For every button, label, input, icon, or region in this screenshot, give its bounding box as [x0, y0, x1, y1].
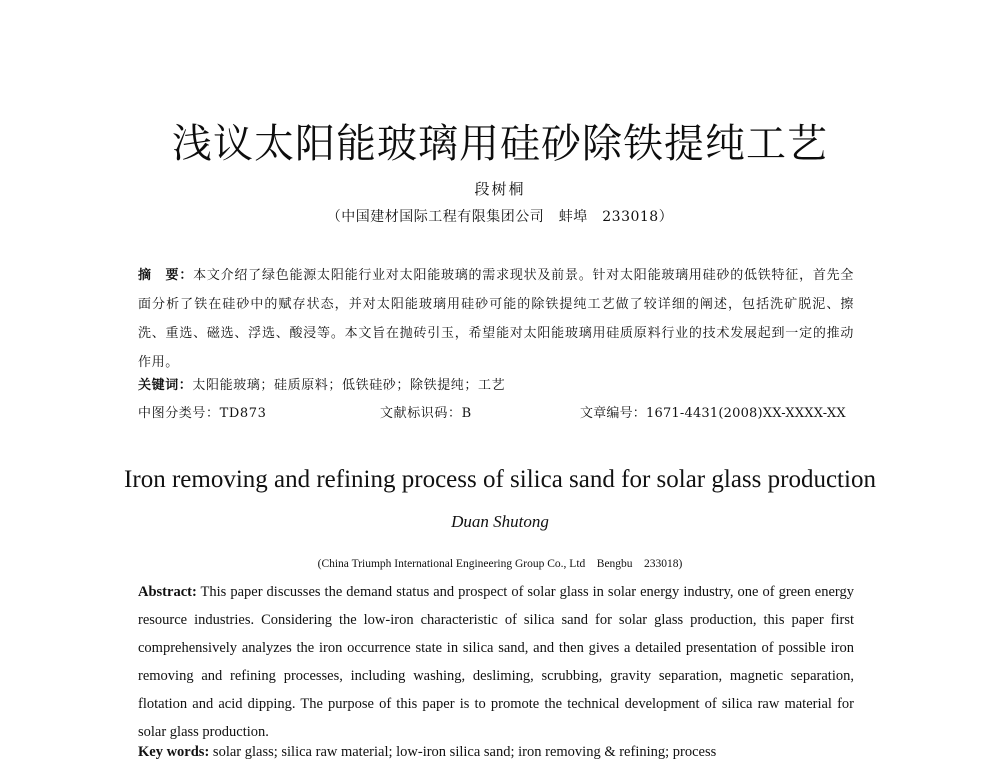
- chinese-keywords: [138, 374, 505, 393]
- english-abstract: [138, 578, 854, 746]
- chinese-title: 浅议太阳能玻璃用硅砂除铁提纯工艺: [172, 121, 828, 167]
- english-author: Duan Shutong: [451, 512, 549, 531]
- english-title: Iron removing and refining process of silica sand for solar glass production: [124, 466, 876, 493]
- chinese-keywords-label: 关键词：: [138, 378, 193, 393]
- chinese-abstract-text: 本文介绍了绿色能源太阳能行业对太阳能玻璃的需求现状及前景。针对太阳能玻璃用硅砂的低铁特征，首先全面分析了铁在硅砂中的赋存状态，并对太阳能玻璃用硅砂可能的除铁提纯工艺做了较详细的阐述，包括洗矿脱泥、擦洗、重选、磁选、浮选、酸浸等。本文旨在抛砖引玉，希望能对太阳能玻璃用硅质原料行业的技术发展起到一定的推动作用。: [138, 268, 854, 370]
- classification-number: [138, 402, 267, 421]
- document-code-label: 文献标识码：: [380, 406, 462, 421]
- classification-label: 中图分类号：: [138, 406, 220, 421]
- chinese-keywords-text: 太阳能玻璃；硅质原料；低铁硅砂；除铁提纯；工艺: [192, 378, 506, 393]
- article-number: [580, 402, 846, 421]
- article-number-label: 文章编号：: [580, 406, 647, 421]
- english-keywords: [138, 744, 716, 760]
- english-abstract-label: Abstract:: [138, 584, 197, 600]
- chinese-abstract: [138, 261, 854, 377]
- document-code-value: B: [461, 406, 472, 421]
- english-affiliation: (China Triumph International Engineering Group Co., Ltd Bengbu 233018): [317, 558, 683, 570]
- english-abstract-text: This paper discusses the demand status and prospect of solar glass in solar energy industry, one of green energy resource industries. Considering the low-iron characteristic of silica sand for solar glass production, this paper first comprehensively analyzes the iron occurrence state in silica sand, and then gives a detailed presentation of possible iron removing and refining processes, including washing, desliming, scrubbing, gravity separation, magnetic separation, flotation and acid dipping. The purpose of this paper is to promote the technical development of silica raw material for solar glass production.: [138, 584, 854, 740]
- chinese-author: 段树桐: [474, 180, 526, 198]
- english-keywords-label: Key words:: [138, 744, 210, 760]
- classification-value: TD873: [219, 406, 267, 421]
- chinese-abstract-label: 摘 要：: [138, 268, 194, 283]
- article-number-value: 1671-4431(2008)XX-XXXX-XX: [646, 406, 846, 421]
- english-keywords-text: solar glass; silica raw material; low-iron silica sand; iron removing & refining; process: [209, 744, 717, 760]
- document-code: [380, 402, 472, 421]
- chinese-affiliation: （中国建材国际工程有限集团公司 蚌埠 233018）: [326, 209, 674, 225]
